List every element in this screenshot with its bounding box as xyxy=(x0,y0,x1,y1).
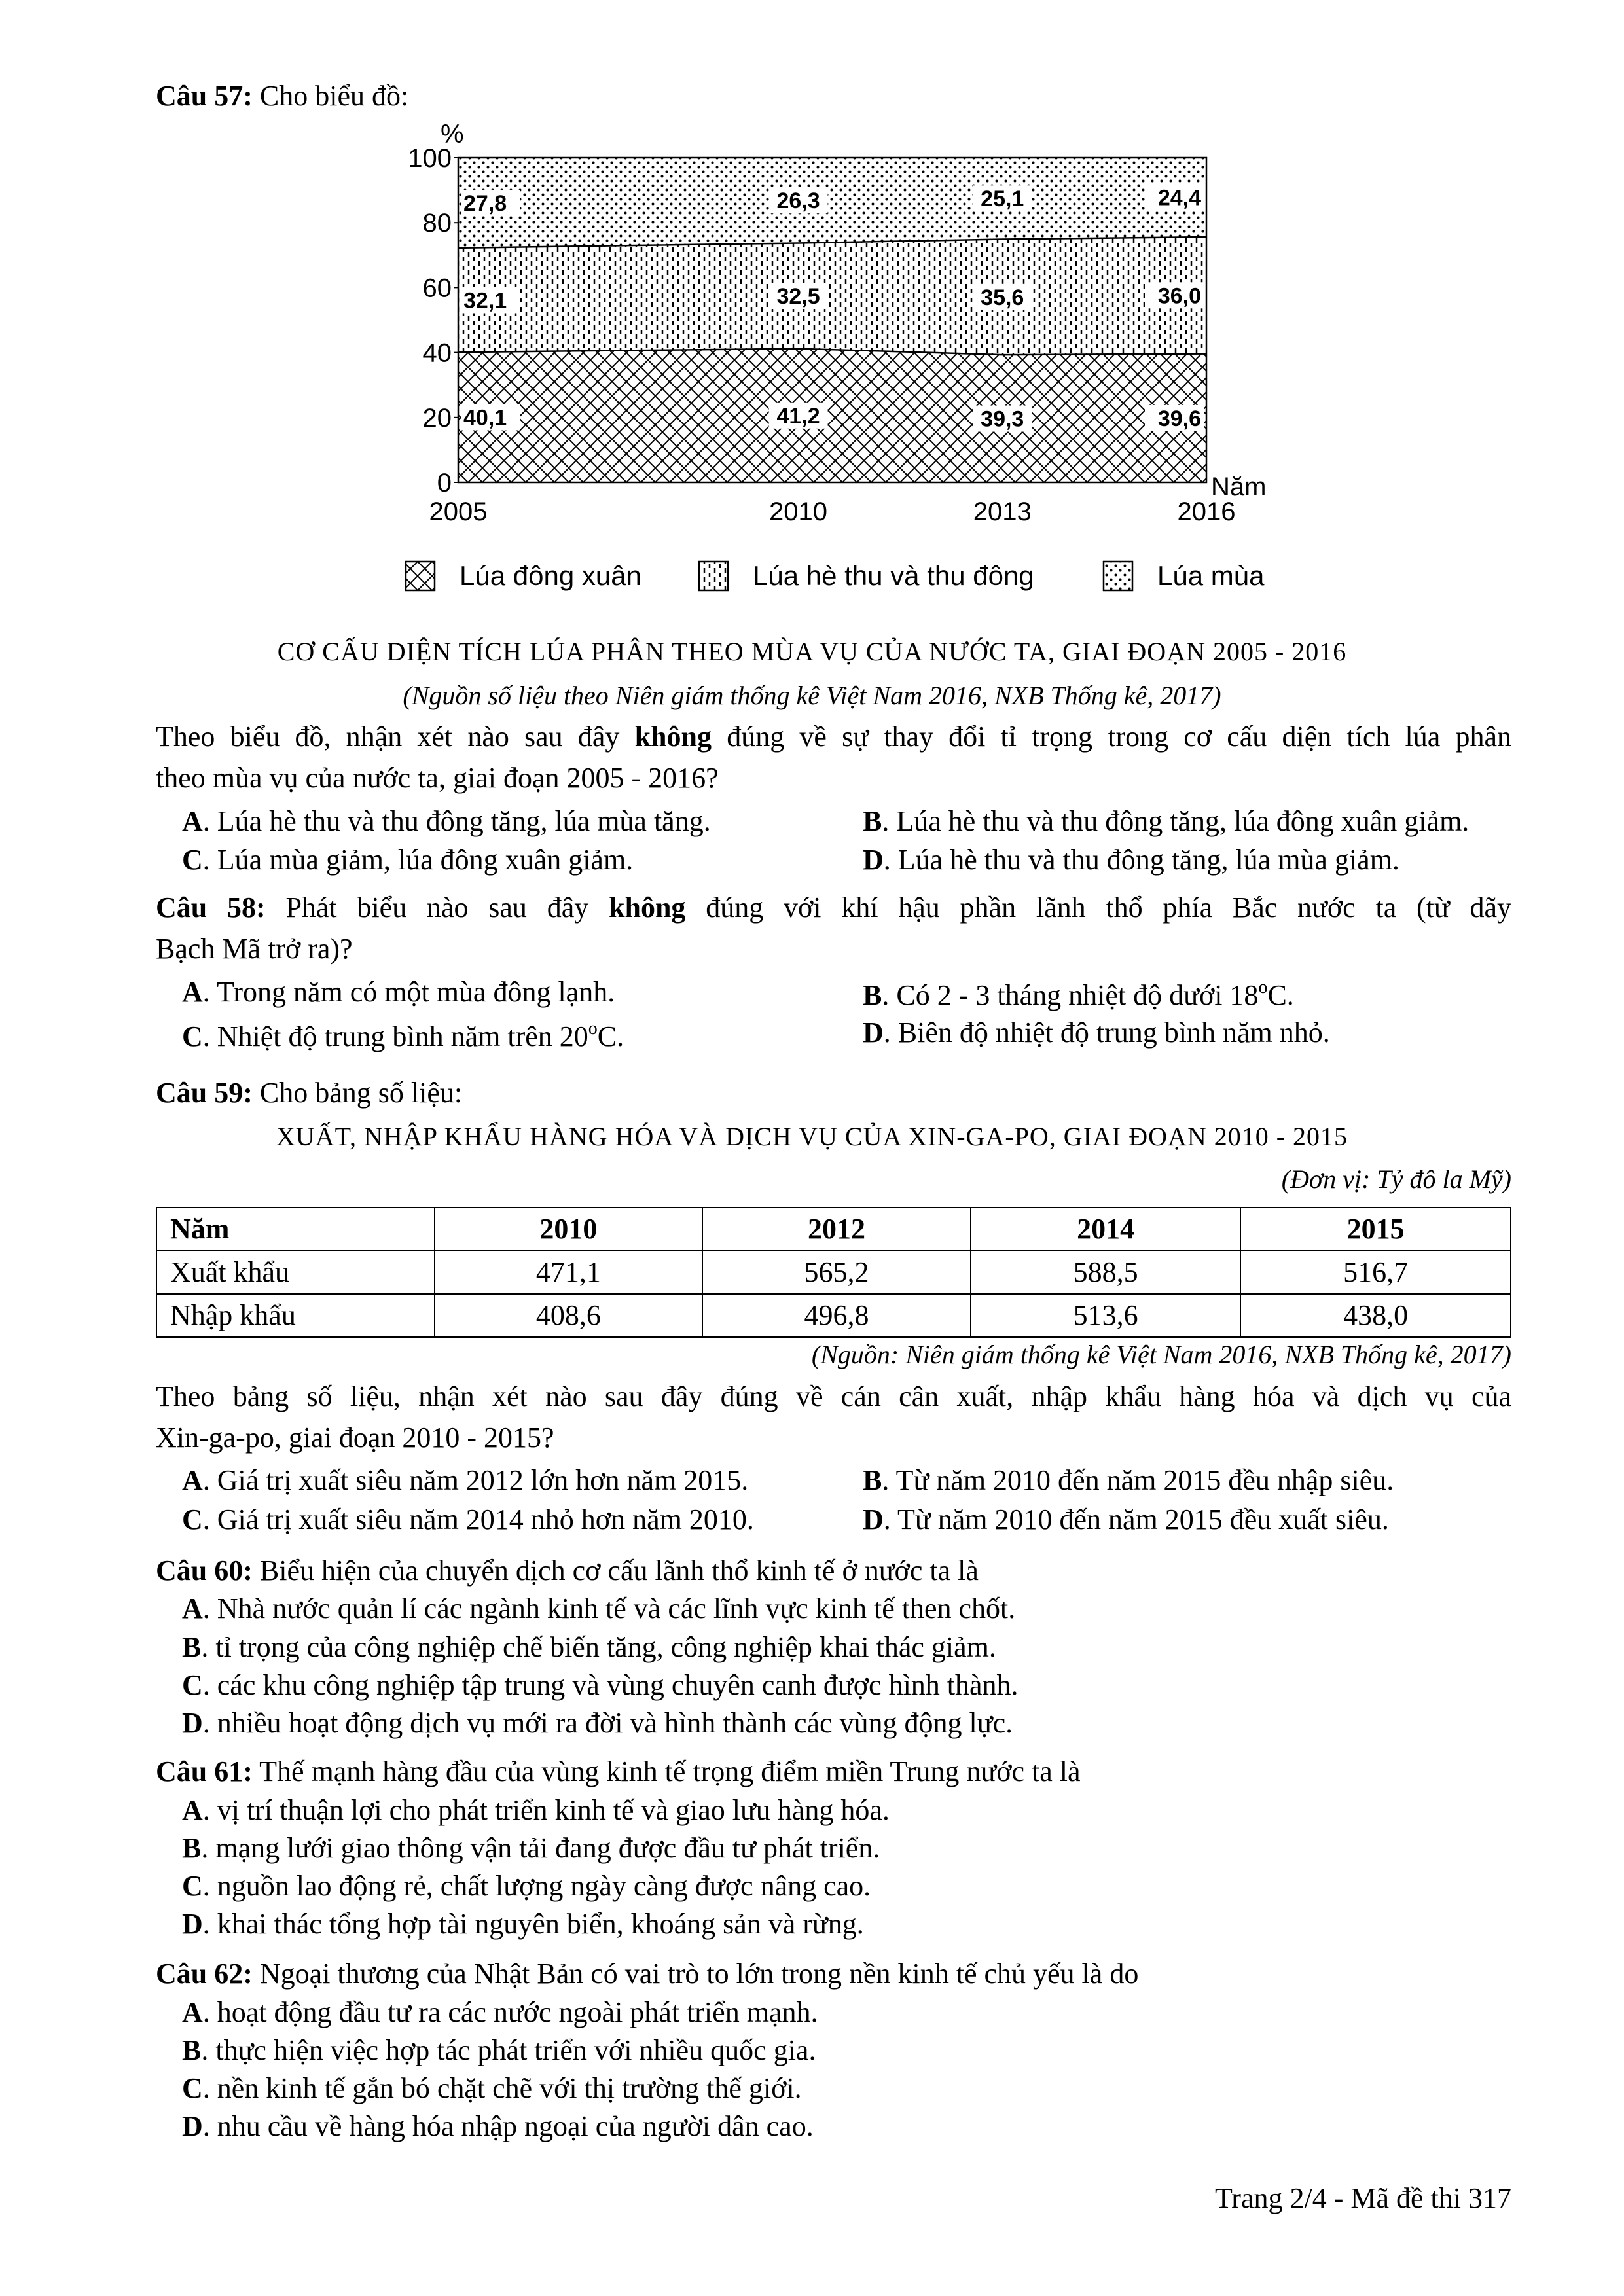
x-tick-label: 2016 xyxy=(1177,497,1236,526)
q58-stem-part1: Phát biểu nào sau đây xyxy=(285,891,589,924)
q62-option-d[interactable] xyxy=(182,2108,814,2145)
legend-swatch xyxy=(1104,562,1132,590)
option-letter: A xyxy=(182,1996,203,2028)
q58-option-b[interactable] xyxy=(863,976,1294,1014)
q59-option-c[interactable] xyxy=(182,1501,754,1538)
table-row xyxy=(156,1251,1511,1294)
option-text: . Lúa hè thu và thu đông tăng, lúa mùa tăng. xyxy=(202,805,711,837)
option-text: . Nhiệt độ trung bình năm trên 20 xyxy=(202,1020,588,1052)
option-letter: B xyxy=(863,805,882,837)
table-cell: 516,7 xyxy=(1240,1251,1511,1294)
table-header-cell: 2015 xyxy=(1240,1208,1511,1251)
option-letter: D xyxy=(863,1016,884,1049)
data-label: 41,2 xyxy=(776,403,820,429)
table-header-cell: 2010 xyxy=(435,1208,703,1251)
q57-option-a[interactable] xyxy=(182,802,711,840)
table-cell: 438,0 xyxy=(1240,1294,1511,1337)
option-text: . Nhà nước quản lí các ngành kinh tế và các lĩnh vực kinh tế then chốt. xyxy=(202,1592,1016,1624)
option-text: . Lúa hè thu và thu đông tăng, lúa đông xuân giảm. xyxy=(882,805,1470,837)
area-lúa-hè-thu-và-thu-đông xyxy=(458,237,1206,355)
rice-area-chart xyxy=(367,111,1296,609)
option-text: . nguồn lao động rẻ, chất lượng ngày càng được nâng cao. xyxy=(202,1870,871,1902)
option-text: . Giá trị xuất siêu năm 2012 lớn hơn năm 2015. xyxy=(202,1464,749,1496)
q57-stem-line1 xyxy=(156,718,1511,755)
q57-option-d[interactable] xyxy=(863,841,1399,878)
legend-swatch xyxy=(406,562,435,590)
option-text-unit: C. xyxy=(597,1020,624,1052)
option-text: . Trong năm có một mùa đông lạnh. xyxy=(202,976,615,1008)
x-tick-label: 2005 xyxy=(429,497,488,526)
option-letter: C xyxy=(182,1020,203,1052)
table-cell: 588,5 xyxy=(971,1251,1241,1294)
option-letter: D xyxy=(863,1503,884,1535)
q61-option-d[interactable] xyxy=(182,1905,864,1943)
data-label: 27,8 xyxy=(463,190,507,216)
data-label: 26,3 xyxy=(776,188,820,214)
option-text: . vị trí thuận lợi cho phát triển kinh tế và giao lưu hàng hóa. xyxy=(202,1794,890,1826)
q59-option-b[interactable] xyxy=(863,1462,1394,1499)
option-text: . Có 2 - 3 tháng nhiệt độ dưới 18 xyxy=(882,979,1259,1011)
option-letter: D xyxy=(182,2110,203,2142)
q62-stem xyxy=(156,1955,1511,1992)
q58-option-a[interactable] xyxy=(182,973,615,1011)
option-letter: D xyxy=(182,1908,203,1940)
table-header-cell: Năm xyxy=(156,1208,435,1251)
option-letter: D xyxy=(863,844,884,876)
table-row xyxy=(156,1294,1511,1337)
q62-label: Câu 62: xyxy=(156,1958,253,1990)
y-tick-label: 40 xyxy=(422,338,452,368)
legend-label: Lúa đông xuân xyxy=(460,560,641,591)
q57-stem-line2: theo mùa vụ của nước ta, giai đoạn 2005 - 2016? xyxy=(156,762,719,794)
option-letter: C xyxy=(182,1870,203,1902)
q60-option-d[interactable] xyxy=(182,1704,1013,1742)
q57-option-b[interactable] xyxy=(863,802,1469,840)
q62-option-b[interactable] xyxy=(182,2032,816,2069)
page-footer: Trang 2/4 - Mã đề thi 317 xyxy=(1214,2182,1511,2214)
q57-stem-negation: không xyxy=(634,721,712,753)
q60-option-c[interactable] xyxy=(182,1666,1019,1704)
option-letter: A xyxy=(182,976,203,1008)
q59-stem-line1: Theo bảng số liệu, nhận xét nào sau đây đúng về cán cân xuất, nhập khẩu hàng hóa và dịch vụ của xyxy=(156,1380,1511,1412)
x-tick-label: 2013 xyxy=(973,497,1032,526)
option-text: . nền kinh tế gắn bó chặt chẽ với thị trường thế giới. xyxy=(202,2072,802,2104)
table-header-cell: 2012 xyxy=(702,1208,971,1251)
y-tick-label: 80 xyxy=(422,209,452,238)
data-label: 36,0 xyxy=(1157,283,1201,309)
option-letter: C xyxy=(182,844,203,876)
option-text: . Lúa mùa giảm, lúa đông xuân giảm. xyxy=(202,844,634,876)
option-letter: B xyxy=(863,979,882,1011)
option-letter: A xyxy=(182,1464,203,1496)
q57-chart-caption: CƠ CẤU DIỆN TÍCH LÚA PHÂN THEO MÙA VỤ CỦA NƯỚC TA, GIAI ĐOẠN 2005 - 2016 xyxy=(277,637,1347,666)
data-label: 39,3 xyxy=(981,406,1024,432)
q59-text: Cho bảng số liệu: xyxy=(259,1077,463,1109)
option-text: . các khu công nghiệp tập trung và vùng chuyên canh được hình thành. xyxy=(202,1669,1019,1701)
option-letter: B xyxy=(182,1631,202,1663)
option-text: . Từ năm 2010 đến năm 2015 đều xuất siêu. xyxy=(883,1503,1389,1535)
data-label: 25,1 xyxy=(981,187,1024,212)
legend-swatch xyxy=(699,562,728,590)
option-letter: C xyxy=(182,1669,203,1701)
q61-text: Thế mạnh hàng đầu của vùng kinh tế trọng điểm miền Trung nước ta là xyxy=(259,1755,1081,1787)
data-label: 35,6 xyxy=(981,285,1024,310)
q57-chart-source: (Nguồn số liệu theo Niên giám thống kê Việt Nam 2016, NXB Thống kê, 2017) xyxy=(403,681,1221,710)
q58-stem-part2: đúng với khí hậu phần lãnh thổ phía Bắc nước ta (từ dãy xyxy=(706,891,1512,924)
option-letter: B xyxy=(182,1832,202,1864)
option-letter: A xyxy=(182,1592,203,1624)
option-letter: D xyxy=(182,1707,203,1739)
option-text: . Giá trị xuất siêu năm 2014 nhỏ hơn năm 2010. xyxy=(202,1503,754,1535)
table-cell: 496,8 xyxy=(702,1294,971,1337)
q61-option-b[interactable] xyxy=(182,1829,880,1867)
q61-option-a[interactable] xyxy=(182,1791,890,1829)
option-text: . tỉ trọng của công nghiệp chế biến tăng, công nghiệp khai thác giảm. xyxy=(201,1631,996,1663)
table-header-cell: 2014 xyxy=(971,1208,1241,1251)
q59-table-source: (Nguồn: Niên giám thống kê Việt Nam 2016, NXB Thống kê, 2017) xyxy=(811,1340,1511,1369)
data-label: 40,1 xyxy=(463,405,507,431)
table-cell: 565,2 xyxy=(702,1251,971,1294)
data-label: 32,1 xyxy=(463,288,507,314)
q59-table-unit: (Đơn vị: Tỷ đô la Mỹ) xyxy=(1281,1164,1511,1194)
q62-option-c[interactable] xyxy=(182,2070,802,2107)
option-text: . Từ năm 2010 đến năm 2015 đều nhập siêu. xyxy=(882,1464,1394,1496)
q58-option-d[interactable] xyxy=(863,1014,1330,1051)
q62-option-a[interactable] xyxy=(182,1994,818,2031)
y-tick-label: 0 xyxy=(437,469,452,497)
export-import-table xyxy=(156,1207,1511,1338)
option-letter: A xyxy=(182,805,203,837)
table-header-row xyxy=(156,1208,1511,1251)
option-text: . nhiều hoạt động dịch vụ mới ra đời và hình thành các vùng động lực. xyxy=(202,1707,1013,1739)
q57-label: Câu 57: xyxy=(156,80,253,112)
y-tick-label: 20 xyxy=(422,403,452,433)
option-text-unit: C. xyxy=(1267,979,1294,1011)
q61-label: Câu 61: xyxy=(156,1755,253,1787)
option-letter: C xyxy=(182,1503,203,1535)
data-label: 24,4 xyxy=(1157,185,1201,211)
q58-stem-negation: không xyxy=(609,891,686,924)
option-letter: A xyxy=(182,1794,203,1826)
q59-option-d[interactable] xyxy=(863,1501,1389,1538)
area-lúa-mùa xyxy=(458,158,1206,248)
option-text: . mạng lưới giao thông vận tải đang được đầu tư phát triển. xyxy=(201,1832,880,1864)
q61-option-c[interactable] xyxy=(182,1867,871,1905)
q59-label: Câu 59: xyxy=(156,1077,253,1109)
option-text: . Biên độ nhiệt độ trung bình năm nhỏ. xyxy=(883,1016,1330,1049)
q62-text: Ngoại thương của Nhật Bản có vai trò to lớn trong nền kinh tế chủ yếu là do xyxy=(259,1958,1139,1990)
q59-option-a[interactable] xyxy=(182,1462,748,1499)
option-text: . hoạt động đầu tư ra các nước ngoài phát triển mạnh. xyxy=(202,1996,818,2028)
q60-option-a[interactable] xyxy=(182,1590,1015,1627)
option-text: . Lúa hè thu và thu đông tăng, lúa mùa giảm. xyxy=(883,844,1399,876)
q57-intro xyxy=(156,77,1511,115)
x-tick-label: 2010 xyxy=(769,497,828,526)
q58-label: Câu 58: xyxy=(156,891,266,924)
y-axis-unit: % xyxy=(441,120,464,149)
degree-sup: o xyxy=(1258,977,1268,997)
q61-stem xyxy=(156,1753,1511,1790)
degree-sup: o xyxy=(588,1018,598,1039)
legend-label: Lúa mùa xyxy=(1157,560,1265,591)
q59-table-title: XUẤT, NHẬP KHẨU HÀNG HÓA VÀ DỊCH VỤ CỦA XIN-GA-PO, GIAI ĐOẠN 2010 - 2015 xyxy=(276,1122,1348,1151)
q58-option-c[interactable] xyxy=(182,1017,624,1055)
q57-option-c[interactable] xyxy=(182,841,633,878)
q59-stem-line2: Xin-ga-po, giai đoạn 2010 - 2015? xyxy=(156,1422,554,1454)
table-cell: 408,6 xyxy=(435,1294,703,1337)
option-text: . nhu cầu về hàng hóa nhập ngoại của người dân cao. xyxy=(202,2110,814,2142)
data-label: 39,6 xyxy=(1157,406,1201,431)
q60-stem xyxy=(156,1552,1511,1589)
y-tick-label: 100 xyxy=(408,144,452,173)
table-cell: 513,6 xyxy=(971,1294,1241,1337)
data-label: 32,5 xyxy=(776,284,820,310)
q60-option-b[interactable] xyxy=(182,1628,996,1666)
option-letter: B xyxy=(182,2034,202,2066)
option-text: . khai thác tổng hợp tài nguyên biển, khoáng sản và rừng. xyxy=(202,1908,864,1940)
q59-intro xyxy=(156,1074,1511,1111)
q58-stem-line1 xyxy=(156,889,1511,926)
legend-label: Lúa hè thu và thu đông xyxy=(753,560,1034,591)
table-cell: Xuất khẩu xyxy=(156,1251,435,1294)
q58-stem-line2: Bạch Mã trở ra)? xyxy=(156,933,353,965)
q60-label: Câu 60: xyxy=(156,1554,253,1587)
option-letter: C xyxy=(182,2072,203,2104)
y-tick-label: 60 xyxy=(422,274,452,303)
q57-text: Cho biểu đồ: xyxy=(259,80,409,112)
q60-text: Biểu hiện của chuyển dịch cơ cấu lãnh thổ kinh tế ở nước ta là xyxy=(259,1554,979,1587)
q57-stem-part1: Theo biểu đồ, nhận xét nào sau đây xyxy=(156,721,620,753)
option-letter: B xyxy=(863,1464,882,1496)
q57-stem-part2: đúng về sự thay đổi tỉ trọng trong cơ cấu diện tích lúa phân xyxy=(727,721,1512,753)
option-text: . thực hiện việc hợp tác phát triển với nhiều quốc gia. xyxy=(201,2034,816,2066)
area-lúa-đông-xuân xyxy=(458,349,1206,482)
table-cell: 471,1 xyxy=(435,1251,703,1294)
table-cell: Nhập khẩu xyxy=(156,1294,435,1337)
x-axis-label: Năm xyxy=(1211,473,1267,501)
